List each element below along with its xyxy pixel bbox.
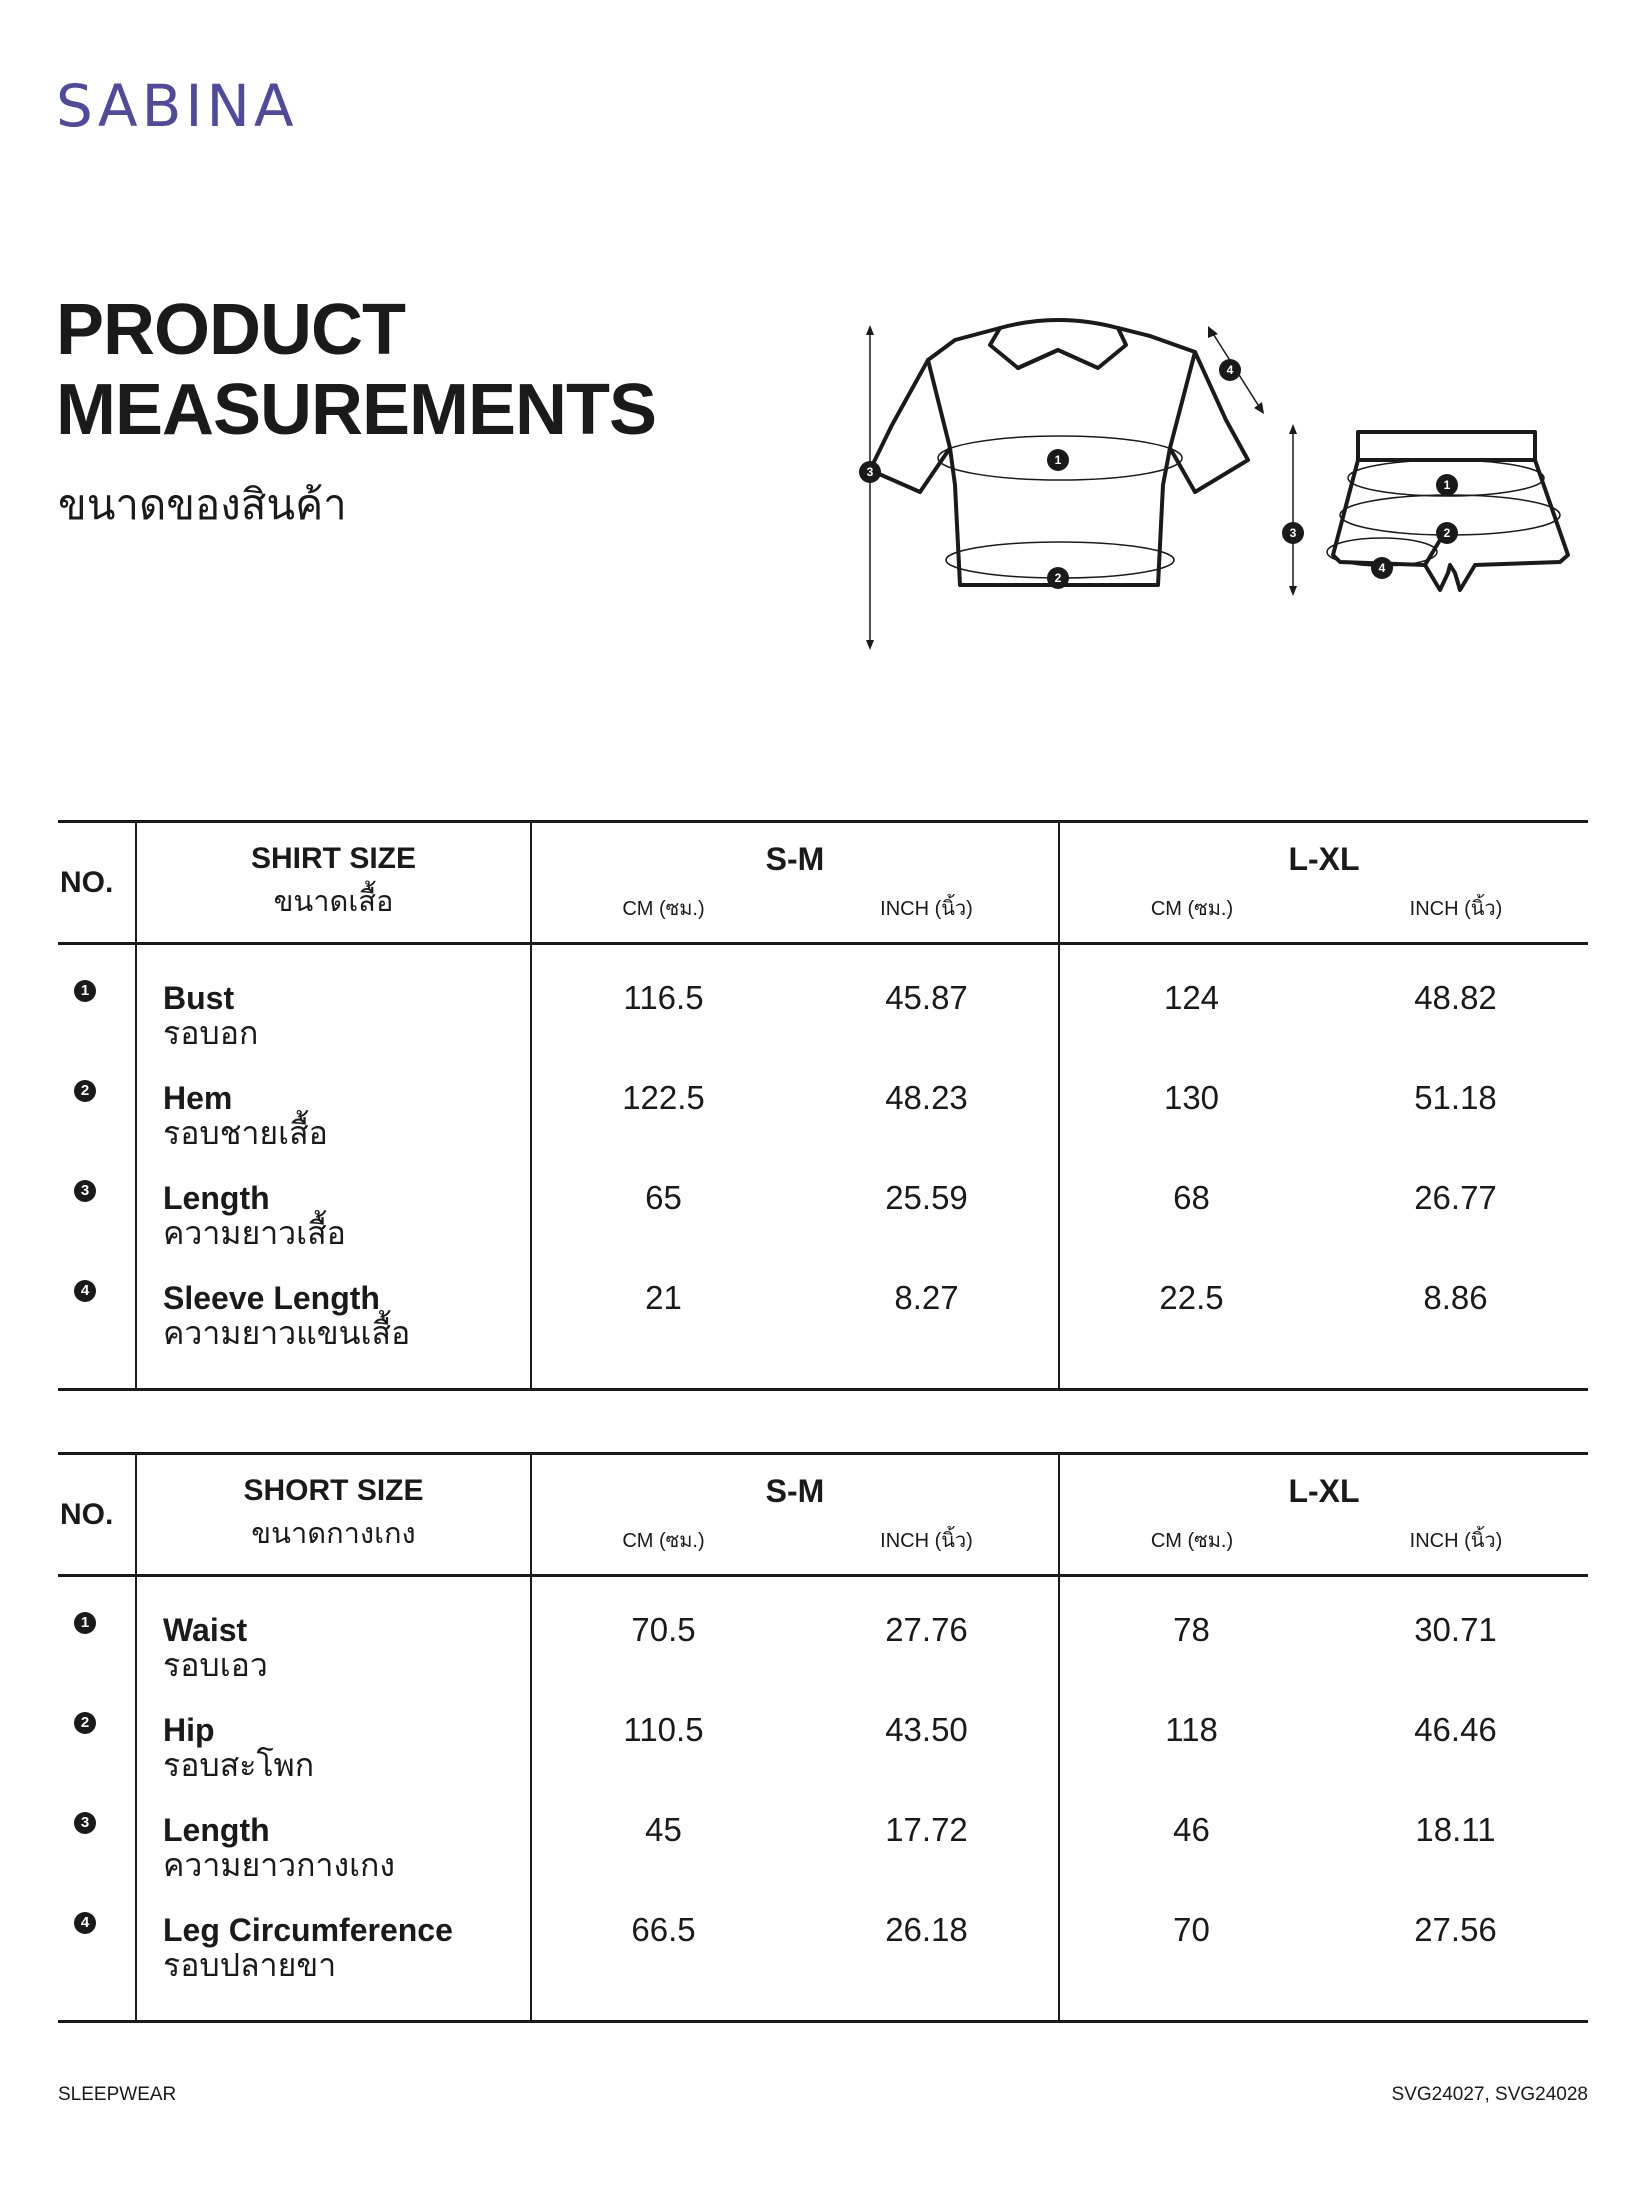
lxl-inch-value: 26.77 — [1414, 1178, 1497, 1216]
unit-cm-label: CM (ซม.) — [622, 1530, 705, 1552]
lxl-cm-value: 46 — [1173, 1810, 1210, 1848]
measure-name: Length — [163, 1179, 270, 1216]
shorts-marker-3: 3 — [1289, 526, 1297, 540]
lxl-cm-value: 118 — [1165, 1710, 1218, 1748]
row-number-badge: 4 — [74, 1912, 96, 1934]
size-group-header — [1059, 1454, 1588, 1576]
measure-name: Hip — [163, 1711, 215, 1748]
footer-category: SLEEPWEAR — [58, 2084, 177, 2105]
lxl-inch-value: 8.86 — [1323, 1280, 1588, 1390]
row-number-badge: 1 — [74, 1612, 96, 1634]
row-number-badge: 3 — [74, 1180, 96, 1202]
page-subtitle-thai: ขนาดของสินค้า — [58, 481, 347, 528]
shirt-size-table — [58, 820, 1588, 1391]
unit-cm-label: CM (ซม.) — [622, 898, 705, 920]
table-row — [58, 1280, 1588, 1390]
shorts-marker-1: 1 — [1443, 478, 1451, 492]
shorts-marker-4: 4 — [1378, 561, 1386, 575]
size-group-label: S-M — [765, 841, 825, 877]
shirt-marker-4: 4 — [1226, 363, 1234, 377]
shirt-marker-2: 2 — [1054, 571, 1062, 585]
page-title-line-2: MEASUREMENTS — [56, 370, 657, 450]
size-group-header — [531, 1454, 1059, 1576]
measure-name-thai: ความยาวกางเกง — [163, 1846, 396, 1883]
shirt-size-label-thai: ขนาดเสื้อ — [273, 885, 394, 918]
sm-inch-value: 48.23 — [795, 1080, 1059, 1180]
measure-name-thai: รอบเอว — [163, 1646, 268, 1683]
lxl-cm-value: 124 — [1163, 978, 1220, 1016]
garment-measurement-diagram — [850, 290, 1600, 660]
sm-inch-value: 43.50 — [795, 1712, 1059, 1812]
sm-cm-value: 66.5 — [531, 1912, 795, 2022]
sm-inch-value: 17.72 — [795, 1812, 1059, 1912]
sm-cm-value: 45 — [645, 1810, 682, 1848]
sm-inch-value: 26.18 — [795, 1912, 1059, 2022]
measure-name-thai: ความยาวเสื้อ — [163, 1214, 346, 1251]
lxl-inch-value: 27.56 — [1323, 1912, 1588, 2022]
lxl-inch-value: 48.82 — [1414, 978, 1497, 1016]
lxl-cm-value: 22.5 — [1059, 1280, 1323, 1390]
size-group-label: S-M — [765, 1473, 825, 1509]
measure-name-thai: ความยาวแขนเสื้อ — [163, 1314, 411, 1351]
measure-name: Length — [163, 1811, 270, 1848]
lxl-inch-value: 30.71 — [1414, 1610, 1497, 1648]
page-title-line-1: PRODUCT — [56, 290, 405, 370]
measure-name-thai: รอบสะโพก — [163, 1746, 315, 1783]
sm-cm-value: 70.5 — [631, 1610, 696, 1648]
sm-cm-value: 21 — [531, 1280, 795, 1390]
short-size-table — [58, 1452, 1588, 2023]
shorts-marker-2: 2 — [1443, 526, 1451, 540]
unit-inch-label: INCH (นิ้ว) — [880, 1530, 973, 1552]
unit-inch-label: INCH (นิ้ว) — [1409, 898, 1503, 920]
table-row — [58, 1812, 1588, 1912]
size-group-header — [531, 822, 1059, 944]
lxl-inch-value: 18.11 — [1415, 1810, 1496, 1848]
footer-product-codes: SVG24027, SVG24028 — [1391, 2084, 1588, 2105]
unit-cm-label: CM (ซม.) — [1150, 898, 1234, 920]
sm-cm-value: 116.5 — [623, 978, 704, 1016]
page-title — [56, 290, 656, 450]
no-column-header: NO. — [60, 865, 114, 899]
short-size-label: SHORT SIZE — [243, 1473, 424, 1507]
measure-name: Bust — [163, 979, 235, 1016]
row-number-badge: 2 — [74, 1712, 96, 1734]
sm-cm-value: 65 — [645, 1178, 682, 1216]
sm-cm-value: 122.5 — [622, 1078, 705, 1116]
shirt-size-label: SHIRT SIZE — [250, 841, 416, 875]
shirt-table-header — [58, 822, 1588, 944]
table-row — [58, 1180, 1588, 1280]
table-row — [58, 980, 1588, 1080]
measure-name: Hem — [163, 1079, 233, 1116]
no-column-header: NO. — [60, 1497, 114, 1531]
table-row — [58, 1712, 1588, 1812]
brand-logo: SABINA — [56, 72, 298, 140]
measure-name: Sleeve Length — [163, 1279, 380, 1316]
measure-name: Leg Circumference — [163, 1911, 453, 1948]
lxl-cm-value: 130 — [1163, 1078, 1220, 1116]
shirt-marker-3: 3 — [866, 465, 874, 479]
short-size-header — [136, 1454, 531, 1576]
size-group-header — [1059, 822, 1588, 944]
row-number-badge: 2 — [74, 1080, 96, 1102]
short-table-header — [58, 1454, 1588, 1576]
sm-inch-value: 8.27 — [795, 1280, 1059, 1390]
measure-name-thai: รอบอก — [163, 1014, 259, 1051]
sm-cm-value: 110.5 — [623, 1710, 704, 1748]
lxl-cm-value: 68 — [1173, 1178, 1210, 1216]
unit-inch-label: INCH (นิ้ว) — [880, 898, 973, 920]
lxl-cm-value: 78 — [1173, 1610, 1210, 1648]
table-row — [58, 1912, 1588, 2022]
measure-name: Waist — [163, 1611, 248, 1648]
row-number-badge: 1 — [74, 980, 96, 1002]
size-group-label: L-XL — [1288, 841, 1360, 877]
sm-inch-value: 27.76 — [795, 1612, 1059, 1712]
shirt-size-header — [136, 822, 531, 944]
size-group-label: L-XL — [1288, 1473, 1360, 1509]
row-number-badge: 4 — [74, 1280, 96, 1302]
lxl-inch-value: 46.46 — [1414, 1710, 1497, 1748]
measure-name-thai: รอบชายเสื้อ — [163, 1114, 328, 1151]
lxl-inch-value: 51.18 — [1414, 1078, 1497, 1116]
table-row — [58, 1612, 1588, 1712]
sm-inch-value: 25.59 — [795, 1180, 1059, 1280]
short-size-label-thai: ขนาดกางเกง — [251, 1517, 416, 1550]
unit-cm-label: CM (ซม.) — [1150, 1530, 1234, 1552]
row-number-badge: 3 — [74, 1812, 96, 1834]
sm-inch-value: 45.87 — [795, 980, 1059, 1080]
lxl-cm-value: 70 — [1059, 1912, 1323, 2022]
measure-name-thai: รอบปลายขา — [163, 1946, 337, 1983]
unit-inch-label: INCH (นิ้ว) — [1409, 1530, 1503, 1552]
table-row — [58, 1080, 1588, 1180]
shirt-marker-1: 1 — [1054, 453, 1062, 467]
